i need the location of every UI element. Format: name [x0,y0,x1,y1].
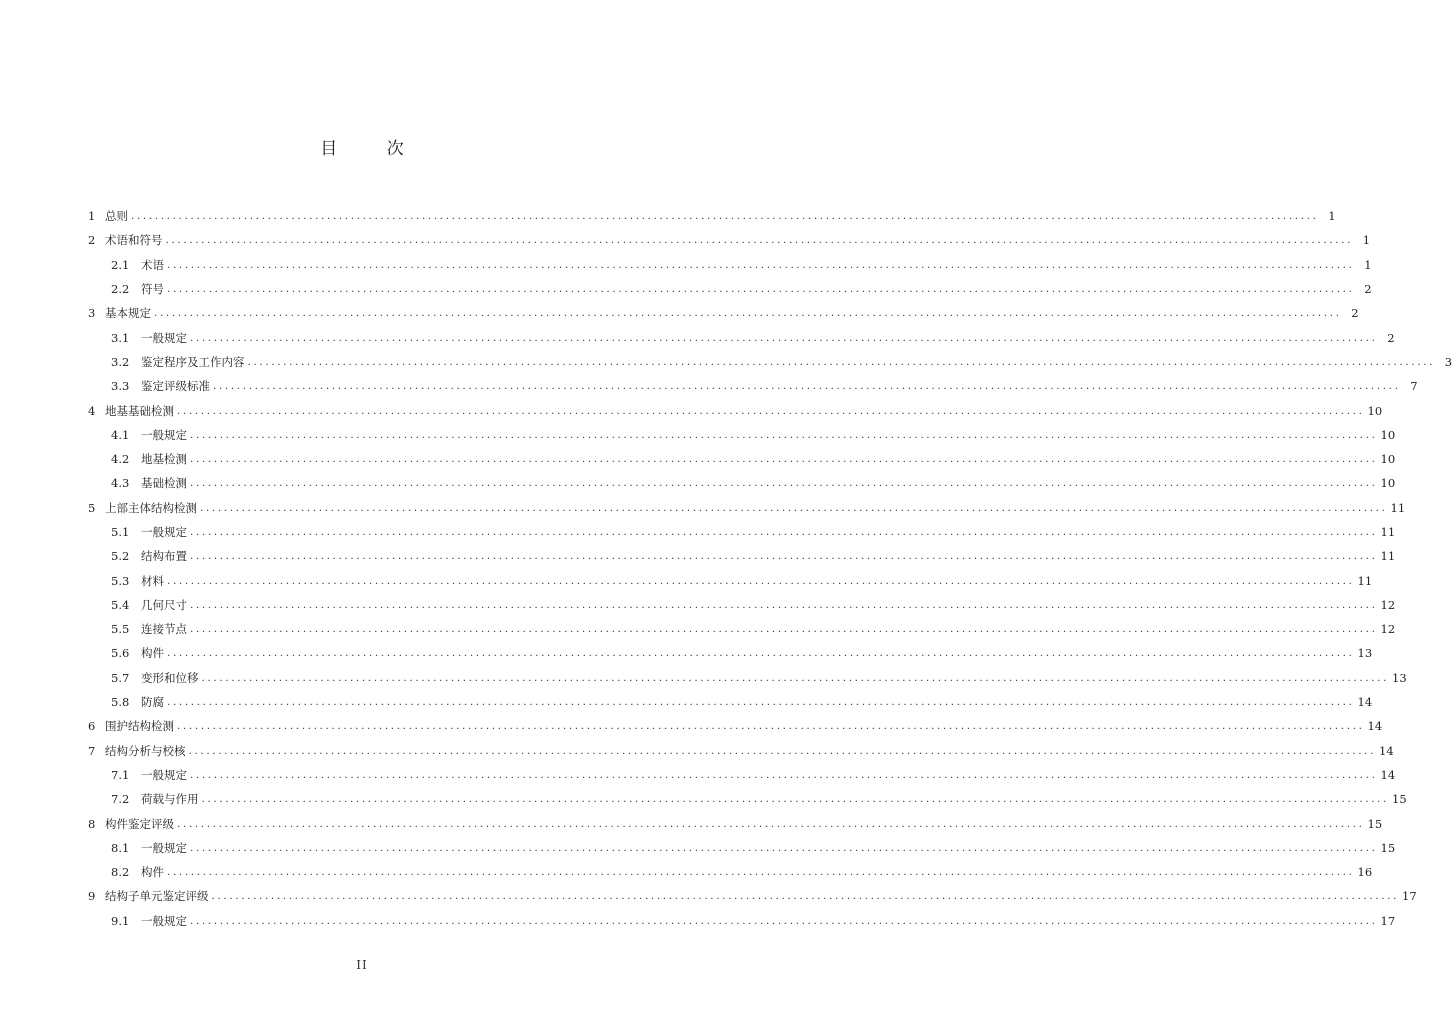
toc-section-entry[interactable] [88,593,1396,617]
toc-entry-number: 7.1 [111,767,130,782]
toc-entry-number: 3.3 [111,379,130,394]
toc-dot-leader: ........................................................................................................................................................................................................ [247,355,1436,368]
toc-section-entry[interactable] [88,909,1396,933]
toc-dot-leader: ........................................................................................................................................................................................................ [201,671,1390,684]
toc-section-entry[interactable] [88,447,1396,471]
toc-section-entry[interactable] [88,520,1396,544]
toc-dot-leader: ........................................................................................................................................................................................................ [167,283,1355,296]
toc-entry-page-number: 2 [1387,330,1395,345]
toc-entry-number: 5.1 [111,525,130,539]
toc-entry-number: 3.1 [111,330,130,345]
toc-entry-page-number: 12 [1380,622,1396,637]
toc-entry-title: 材料 [141,573,164,588]
toc-entry-title: 上部主体结构检测 [105,500,197,515]
toc-section-entry[interactable] [88,374,1418,398]
toc-dot-leader: ........................................................................................................................................................................................................ [190,453,1378,466]
page-title: 目 次 [320,139,426,159]
toc-entry-number: 7 [88,743,96,758]
toc-section-entry[interactable] [88,666,1407,690]
toc-dot-leader: ........................................................................................................................................................................................................ [167,866,1355,879]
toc-section-entry[interactable] [88,641,1373,665]
toc-entry-number: 8.1 [111,840,130,855]
toc-dot-leader: ........................................................................................................................................................................................................ [190,623,1378,636]
toc-chapter-entry[interactable] [88,398,1383,422]
toc-entry-number: 2.1 [111,257,130,272]
toc-entry-number: 6 [88,719,96,734]
toc-section-entry[interactable] [88,860,1373,884]
toc-entry-number: 5.7 [111,670,130,685]
toc-chapter-entry[interactable] [88,714,1383,738]
toc-section-entry[interactable] [88,763,1396,787]
toc-entry-title: 基础检测 [141,476,187,491]
toc-entry-title: 一般规定 [141,767,187,782]
toc-dot-leader: ........................................................................................................................................................................................................ [167,574,1355,587]
toc-dot-leader: ........................................................................................................................................................................................................ [188,744,1377,757]
toc-dot-leader: ........................................................................................................................................................................................................ [154,307,1342,320]
toc-entry-page-number: 10 [1380,427,1396,442]
toc-section-entry[interactable] [88,325,1395,349]
toc-entry-page-number: 11 [1390,500,1406,515]
toc-chapter-entry[interactable] [88,204,1336,228]
toc-entry-title: 结构分析与校核 [105,743,186,758]
toc-entry-title: 符号 [141,282,164,297]
toc-chapter-entry[interactable] [88,496,1406,520]
toc-entry-page-number: 16 [1357,865,1373,880]
toc-entry-title: 地基基础检测 [105,403,174,418]
toc-chapter-entry[interactable] [88,228,1371,252]
toc-entry-title: 变形和位移 [141,670,199,685]
toc-entry-number: 5.2 [111,549,130,564]
toc-section-entry[interactable] [88,836,1396,860]
toc-section-entry[interactable] [88,277,1372,301]
toc-entry-page-number: 1 [1364,257,1372,272]
toc-dot-leader: ........................................................................................................................................................................................................ [167,647,1355,660]
toc-entry-title: 鉴定评级标准 [141,379,210,394]
toc-entry-page-number: 14 [1380,767,1396,782]
toc-entry-title: 总则 [105,209,128,224]
toc-section-entry[interactable] [88,423,1396,447]
toc-entry-number: 3.2 [111,354,130,369]
toc-entry-title: 荷载与作用 [141,792,199,807]
toc-entry-title: 构件 [141,865,164,880]
toc-section-entry[interactable] [88,568,1373,592]
toc-entry-page-number: 2 [1364,282,1372,297]
toc-dot-leader: ........................................................................................................................................................................................................ [131,210,1319,223]
toc-entry-title: 地基检测 [141,452,187,467]
toc-entry-title: 术语 [141,257,164,272]
toc-entry-title: 基本规定 [105,306,151,321]
toc-entry-number: 2 [88,233,96,248]
toc-entry-page-number: 13 [1357,646,1373,661]
toc-entry-page-number: 11 [1380,525,1396,539]
toc-entry-page-number: 14 [1357,695,1373,710]
toc-section-entry[interactable] [88,544,1396,568]
toc-entry-title: 构件 [141,646,164,661]
toc-entry-page-number: 17 [1402,889,1417,904]
toc-dot-leader: ........................................................................................................................................................................................................ [213,380,1401,393]
toc-entry-page-number: 13 [1392,670,1407,685]
toc-entry-page-number: 15 [1367,816,1383,831]
toc-entry-number: 9 [88,889,96,904]
toc-dot-leader: ........................................................................................................................................................................................................ [165,234,1354,247]
toc-entry-number: 2.2 [111,282,130,297]
toc-dot-leader: ........................................................................................................................................................................................................ [190,768,1378,781]
toc-dot-leader: ........................................................................................................................................................................................................ [190,331,1378,344]
page-number-footer: II [356,958,368,972]
toc-section-entry[interactable] [88,787,1407,811]
toc-entry-number: 4.1 [111,427,130,442]
toc-entry-title: 一般规定 [141,913,187,928]
toc-dot-leader: ........................................................................................................................................................................................................ [190,428,1378,441]
toc-dot-leader: ........................................................................................................................................................................................................ [190,598,1378,611]
toc-entry-page-number: 11 [1380,549,1396,564]
toc-dot-leader: ........................................................................................................................................................................................................ [177,404,1365,417]
toc-entry-title: 结构子单元鉴定评级 [105,889,209,904]
toc-section-entry[interactable] [88,617,1396,641]
toc-dot-leader: ........................................................................................................................................................................................................ [190,526,1378,538]
toc-entry-number: 9.1 [111,913,130,928]
toc-chapter-entry[interactable] [88,884,1417,908]
toc-dot-leader: ........................................................................................................................................................................................................ [211,890,1400,903]
table-of-contents [88,204,1452,933]
toc-section-entry[interactable] [88,690,1373,714]
toc-entry-number: 5.4 [111,597,130,612]
toc-entry-number: 4.2 [111,452,130,467]
toc-dot-leader: ........................................................................................................................................................................................................ [201,793,1390,806]
toc-entry-title: 术语和符号 [105,233,163,248]
toc-entry-title: 连接节点 [141,622,187,637]
toc-dot-leader: ........................................................................................................................................................................................................ [167,696,1355,709]
toc-entry-title: 结构布置 [141,549,187,564]
toc-entry-title: 防腐 [141,695,164,710]
toc-entry-title: 一般规定 [141,427,187,442]
toc-entry-page-number: 2 [1351,306,1359,321]
toc-entry-page-number: 14 [1379,743,1394,758]
toc-dot-leader: ........................................................................................................................................................................................................ [200,501,1388,514]
toc-entry-number: 4.3 [111,476,130,491]
toc-entry-number: 5 [88,500,96,515]
toc-section-entry[interactable] [88,253,1372,277]
toc-entry-page-number: 17 [1380,913,1396,928]
toc-entry-title: 鉴定程序及工作内容 [141,354,245,369]
toc-entry-page-number: 10 [1380,476,1396,491]
toc-entry-number: 5.3 [111,573,130,588]
toc-entry-number: 5.5 [111,622,130,637]
toc-dot-leader: ........................................................................................................................................................................................................ [177,720,1365,733]
toc-entry-title: 几何尺寸 [141,597,187,612]
toc-entry-number: 4 [88,403,96,418]
toc-section-entry[interactable] [88,471,1396,495]
toc-dot-leader: ........................................................................................................................................................................................................ [190,841,1378,854]
toc-entry-page-number: 1 [1362,233,1371,248]
toc-entry-number: 8 [88,816,96,831]
toc-entry-page-number: 10 [1367,403,1383,418]
toc-entry-page-number: 7 [1410,379,1418,394]
toc-entry-title: 围护结构检测 [105,719,174,734]
toc-entry-number: 3 [88,306,96,321]
toc-entry-title: 一般规定 [141,840,187,855]
toc-section-entry[interactable] [88,350,1452,374]
toc-entry-page-number: 10 [1380,452,1396,467]
toc-entry-number: 5.6 [111,646,130,661]
toc-entry-page-number: 11 [1357,573,1373,588]
toc-dot-leader: ........................................................................................................................................................................................................ [177,817,1365,830]
toc-entry-title: 构件鉴定评级 [105,816,174,831]
toc-entry-page-number: 15 [1392,792,1407,807]
toc-dot-leader: ........................................................................................................................................................................................................ [167,258,1355,271]
toc-chapter-entry[interactable] [88,301,1359,325]
toc-entry-title: 一般规定 [141,330,187,345]
toc-chapter-entry[interactable] [88,811,1383,835]
toc-dot-leader: ........................................................................................................................................................................................................ [190,550,1378,563]
toc-entry-number: 5.8 [111,695,130,710]
toc-entry-page-number: 3 [1444,354,1452,369]
toc-entry-page-number: 1 [1328,209,1336,224]
toc-chapter-entry[interactable] [88,739,1394,763]
toc-dot-leader: ........................................................................................................................................................................................................ [190,914,1378,927]
toc-entry-number: 7.2 [111,792,130,807]
toc-entry-page-number: 14 [1367,719,1383,734]
toc-dot-leader: ........................................................................................................................................................................................................ [190,477,1378,490]
toc-entry-title: 一般规定 [141,525,187,539]
toc-entry-page-number: 15 [1380,840,1396,855]
toc-entry-number: 1 [88,209,96,224]
toc-entry-number: 8.2 [111,865,130,880]
toc-entry-page-number: 12 [1380,597,1396,612]
